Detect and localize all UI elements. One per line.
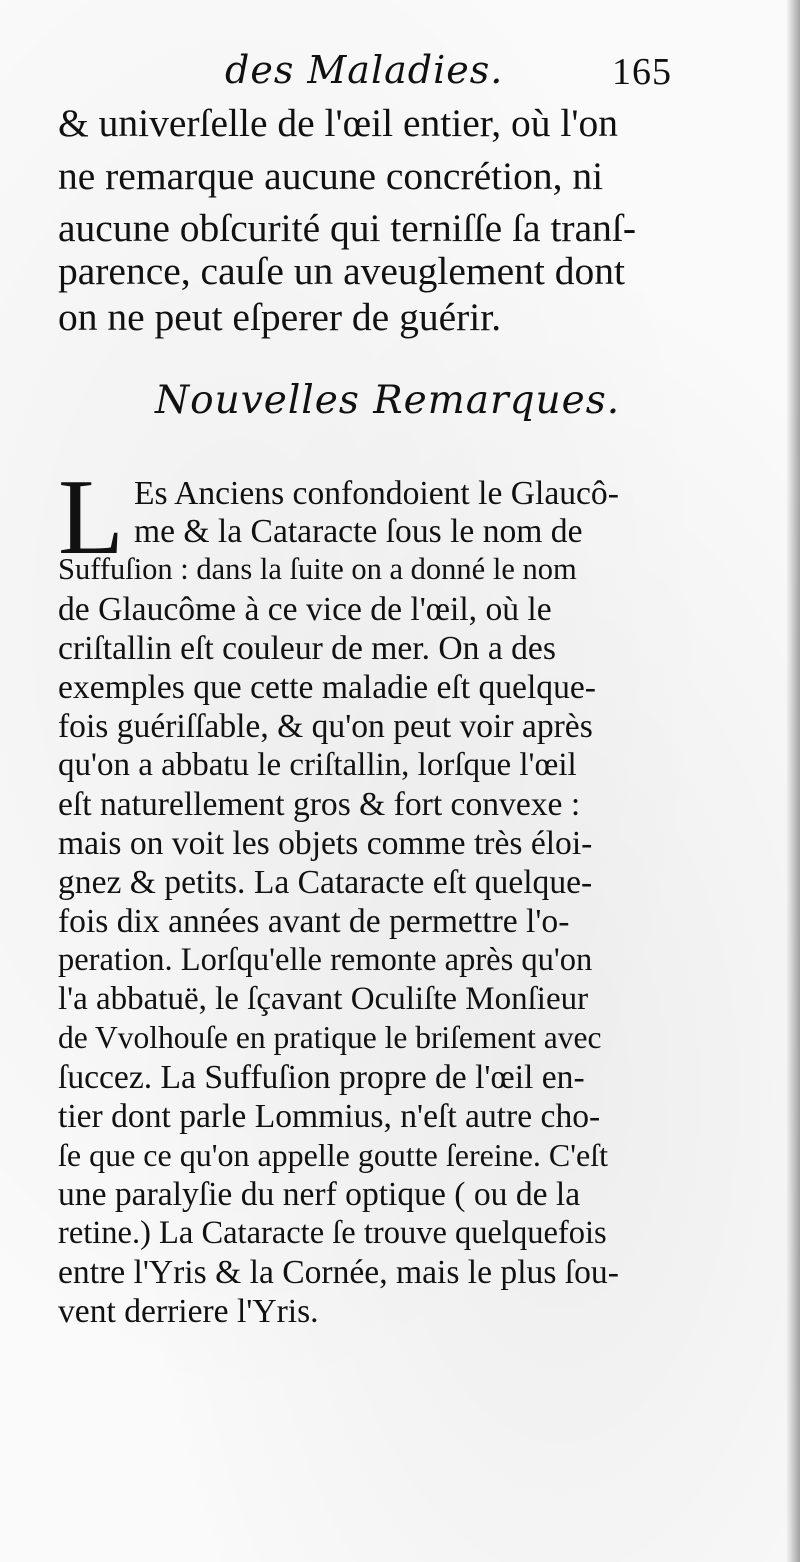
text-line: gnez & petits. La Cataracte eſt quelque- <box>58 864 593 901</box>
drop-cap: L <box>58 458 124 577</box>
text-line: & univerſelle de l'œil entier, où l'on <box>58 101 619 145</box>
page-number: 165 <box>612 51 672 93</box>
text-line: qu'on a abbatu le criſtallin, lorſque l'œil <box>58 747 577 783</box>
text-line: fois guériſſable, & qu'on peut voir après <box>58 708 593 745</box>
text-line: mais on voit les objets comme très éloi- <box>58 825 593 862</box>
page-header <box>0 48 800 98</box>
text-line: ſuccez. La Suffuſion propre de l'œil en- <box>58 1059 585 1096</box>
text-line: parence, cauſe un aveuglement dont <box>58 249 626 293</box>
running-title: des Maladies. <box>225 48 504 92</box>
text-line: Suffuſion : dans la ſuite on a donné le nom <box>58 552 577 586</box>
text-line: une paralyſie du nerf optique ( ou de la <box>58 1176 581 1213</box>
text-line: de Vvolhouſe en pratique le briſement avec <box>58 1020 602 1055</box>
text-line: me & la Cataracte ſous le nom de <box>134 513 583 550</box>
text-line: aucune obſcurité qui terniſſe ſa tranſ- <box>58 206 636 250</box>
text-line: ne remarque aucune concrétion, ni <box>58 154 604 198</box>
text-line: peration. Lorſqu'elle remonte après qu'on <box>58 942 593 978</box>
text-line: on ne peut eſperer de guérir. <box>58 295 502 339</box>
text-line: exemples que cette maladie eſt quelque- <box>58 669 596 706</box>
text-line: de Glaucôme à ce vice de l'œil, où le <box>58 591 552 628</box>
text-line: l'a abbatuë, le ſçavant Oculiſte Monſieur <box>58 981 589 1017</box>
text-line: criſtallin eſt couleur de mer. On a des <box>58 630 556 667</box>
text-line: ſe que ce qu'on appelle goutte ſereine. C'eſt <box>58 1137 608 1173</box>
text-line: entre l'Yris & la Cornée, mais le plus ſou- <box>58 1254 619 1291</box>
text-line: tier dont parle Lommius, n'eſt autre cho- <box>58 1098 601 1135</box>
section-title: Nouvelles Remarques. <box>155 378 621 423</box>
text-line: Es Anciens confondoient le Glaucô- <box>134 475 619 512</box>
text-line: vent derriere l'Yris. <box>58 1293 319 1330</box>
text-line: retine.) La Cataracte ſe trouve quelquefois <box>58 1215 607 1251</box>
page-edge-shadow <box>786 0 800 1562</box>
text-line: eſt naturellement gros & fort convexe : <box>58 786 581 823</box>
text-line: fois dix années avant de permettre l'o- <box>58 903 570 940</box>
